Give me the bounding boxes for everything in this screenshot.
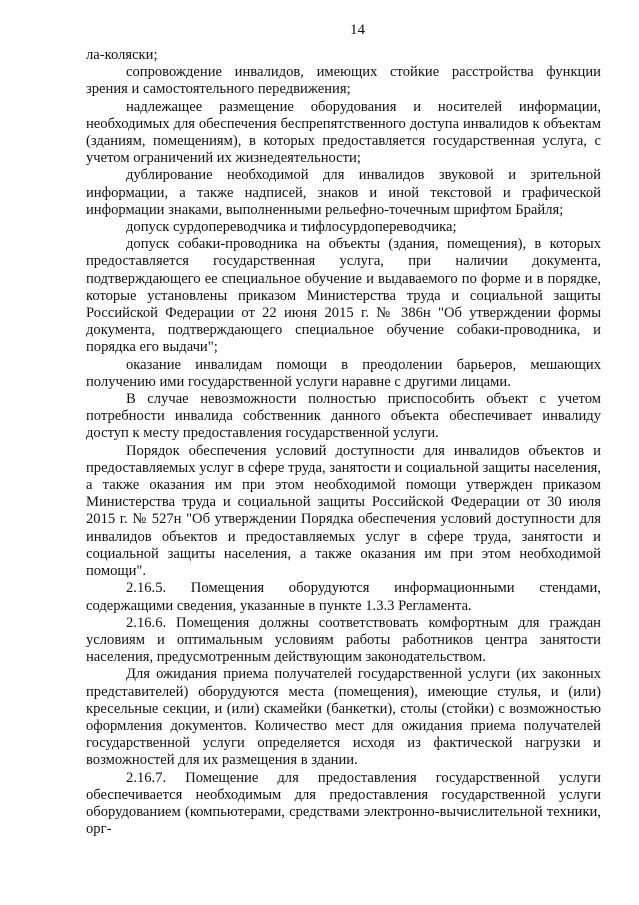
paragraph-3: надлежащее размещение оборудования и носителей информации, необходимых для обеспечения беспрепятственного доступа инвалидов к объектам (зданиям, помещениям), в которых предоставляется государственная услуга, с учетом ограничений их жизнедеятельности; bbox=[86, 98, 601, 167]
paragraph-13: 2.16.7. Помещение для предоставления государственной услуги обеспечивается необходимым для предоставления государственной услуги оборудованием (компьютерами, средствами электронно-вычислительной техники, орг- bbox=[86, 769, 601, 838]
paragraph-2: сопровождение инвалидов, имеющих стойкие расстройства функции зрения и самостоятельного передвижения; bbox=[86, 64, 601, 98]
paragraph-4: дублирование необходимой для инвалидов звуковой и зрительной информации, а также надписей, знаков и иной текстовой и графической информации знаками, выполненными рельефно-точечным шрифтом Брайля; bbox=[86, 167, 601, 218]
paragraph-7: оказание инвалидам помощи в преодолении барьеров, мешающих получению ими государственной услуги наравне с другими лицами. bbox=[86, 356, 601, 390]
paragraph-12: Для ожидания приема получателей государственной услуги (их законных представителей) оборудуются места (помещения), имеющие стулья, и (или) кресельные секции, и (или) скамейки (банкетки), столы (стойки) с возможностью оформления документов. Количество мест для ожидания приема получателей государственной услуги определяется исходя из фактической нагрузки и возможностей для их размещения в здании. bbox=[86, 666, 601, 769]
paragraph-8: В случае невозможности полностью приспособить объект с учетом потребности инвалида собственник данного объекта обеспечивает инвалиду доступ к месту предоставления государственной услуги. bbox=[86, 391, 601, 442]
paragraph-11: 2.16.6. Помещения должны соответствовать комфортным для граждан условиям и оптимальным условиям работы работников центра занятости населения, предусмотренным действующим законодательством. bbox=[86, 614, 601, 666]
paragraph-1: ла-коляски; bbox=[86, 47, 158, 63]
document-body bbox=[86, 47, 601, 838]
page-number: 14 bbox=[350, 22, 365, 38]
paragraph-6: допуск собаки-проводника на объекты (здания, помещения), в которых предоставляется государственная услуга, при наличии документа, подтверждающего ее специальное обучение и выдаваемого по форме и в порядке, которые установлены приказом Министерства труда и социальной защиты Российской Федерации от 22 июня 2015 г. № 386н "Об утверждении формы документа, подтверждающего специальное обучение собаки-проводника, и порядка его выдачи"; bbox=[86, 236, 601, 356]
paragraph-9: Порядок обеспечения условий доступности для инвалидов объектов и предоставляемых услуг в сфере труда, занятости и социальной защиты населения, а также оказания им при этом необходимой помощи утвержден приказом Министерства труда и социальной защиты Российской Федерации от 30 июля 2015 г. № 527н "Об утверждении Порядка обеспечения условий доступности для инвалидов объектов и предоставляемых услуг в сфере труда, занятости и социальной защиты населения, а также оказания им при этом необходимой помощи". bbox=[86, 442, 601, 580]
paragraph-5: допуск сурдопереводчика и тифлосурдопереводчика; bbox=[126, 219, 457, 236]
paragraph-10: 2.16.5. Помещения оборудуются информационными стендами, содержащими сведения, указанные в пункте 1.3.3 Регламента. bbox=[86, 580, 601, 614]
